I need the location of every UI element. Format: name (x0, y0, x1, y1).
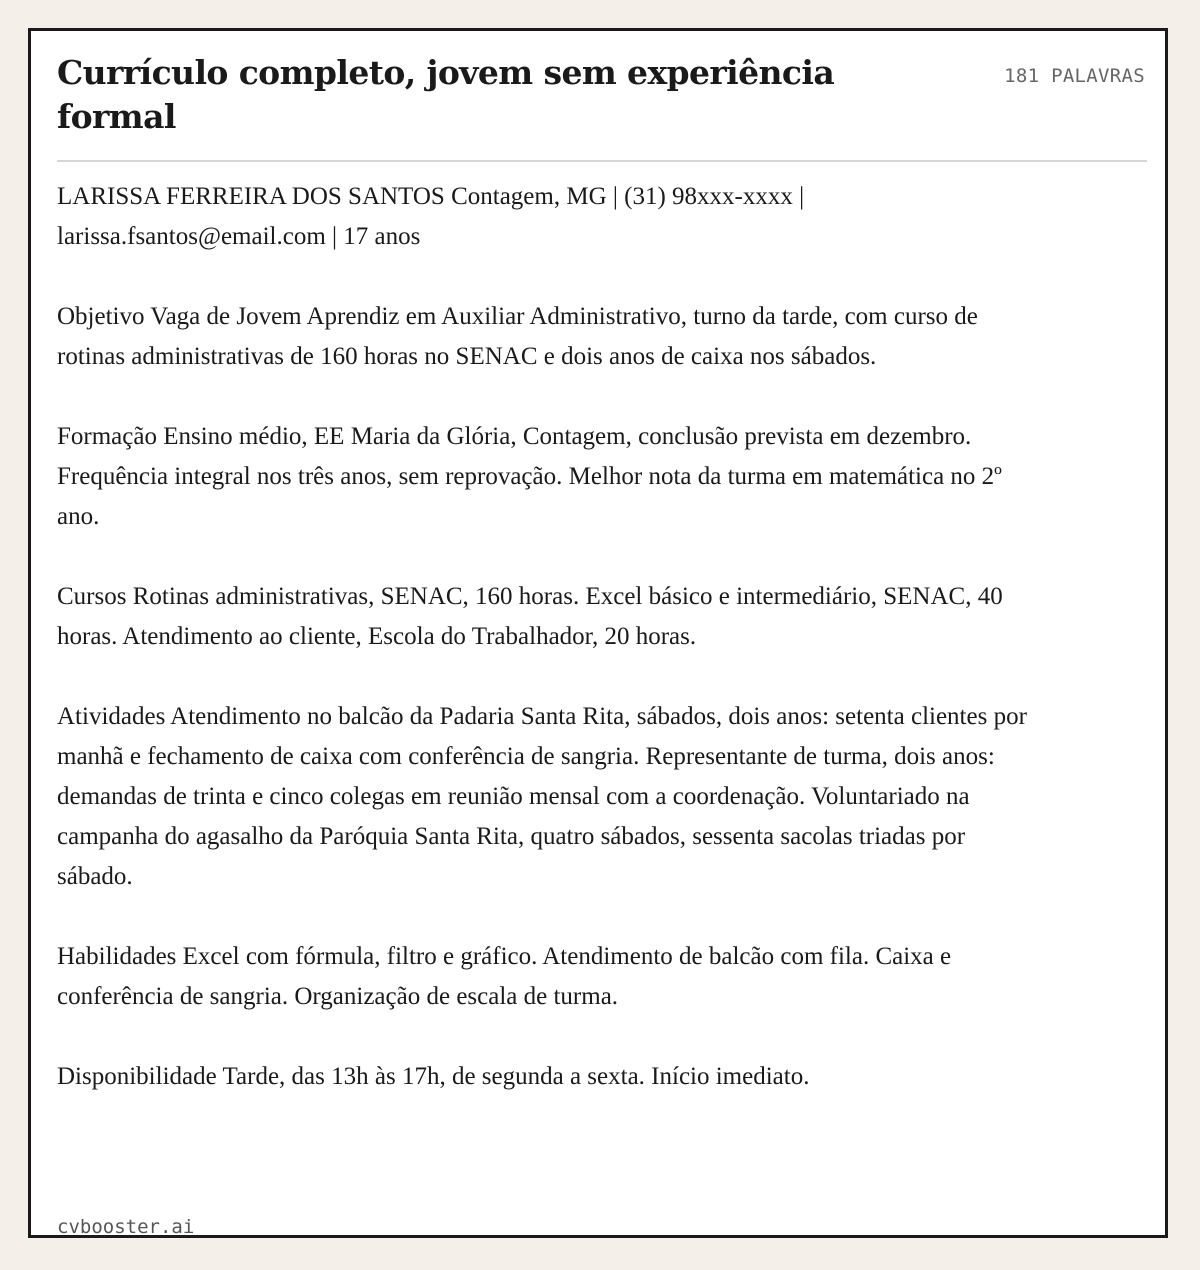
courses-paragraph: Cursos Rotinas administrativas, SENAC, 160 horas. Excel básico e intermediário, SENAC, 40 horas. Atendimento ao cliente, Escola do Trabalhador, 20 horas. (57, 583, 1003, 650)
activities-paragraph: Atividades Atendimento no balcão da Padaria Santa Rita, sábados, dois anos: setenta clientes por manhã e fechamento de caixa com conferência de sangria. Representante de turma, dois anos: demandas de trinta e cinco colegas em reunião mensal com a coordenação. Voluntariado na campanha do agasalho da Paróquia Santa Rita, quatro sábados, sessenta sacolas triadas por sábado. (57, 703, 1027, 890)
education-paragraph: Formação Ensino médio, EE Maria da Glória, Contagem, conclusão prevista em dezembro. Frequência integral nos três anos, sem reprovação. Melhor nota da turma em matemática no 2º ano. (57, 423, 1002, 530)
skills-paragraph: Habilidades Excel com fórmula, filtro e gráfico. Atendimento de balcão com fila. Caixa e conferência de sangria. Organização de escala de turma. (57, 943, 952, 1010)
card-header (57, 51, 1145, 161)
header-divider (57, 160, 1147, 162)
availability-paragraph: Disponibilidade Tarde, das 13h às 17h, de segunda a sexta. Início imediato. (57, 1063, 810, 1090)
footer-brand: cvbooster.ai (57, 1216, 195, 1238)
resume-body (57, 177, 1037, 1097)
objective-paragraph: Objetivo Vaga de Jovem Aprendiz em Auxiliar Administrativo, turno da tarde, com curso de rotinas administrativas de 160 horas no SENAC e dois anos de caixa nos sábados. (57, 303, 978, 370)
word-count-label: 181 PALAVRAS (1004, 65, 1145, 87)
contact-paragraph: LARISSA FERREIRA DOS SANTOS Contagem, MG | (31) 98xxx-xxxx | larissa.fsantos@email.com | 17 anos (57, 183, 805, 250)
resume-card (28, 28, 1168, 1238)
card-title: Currículo completo, jovem sem experiência formal (57, 53, 835, 136)
